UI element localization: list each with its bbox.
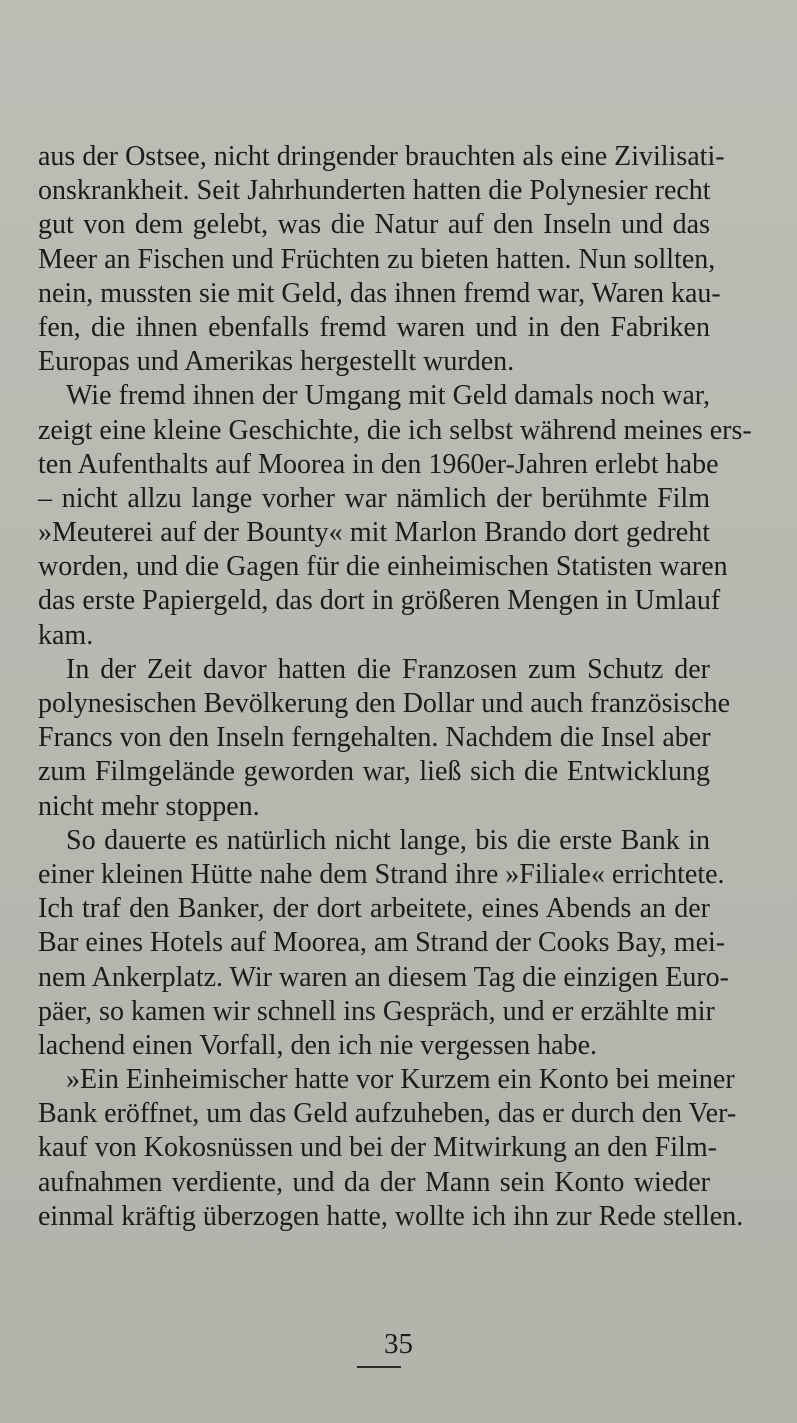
- text-line: »Ein Einheimischer hatte vor Kurzem ein Konto bei meiner: [66, 1064, 735, 1096]
- paragraph: [38, 824, 729, 1063]
- text-line: aufnahmen verdiente, und da der Mann sein Konto wieder: [38, 1166, 710, 1198]
- text-line: einer kleinen Hütte nahe dem Strand ihre »Filiale« errichtete.: [38, 858, 725, 890]
- text-line: Francs von den Inseln ferngehalten. Nachdem die Insel aber: [38, 722, 711, 754]
- paragraph: [38, 653, 731, 824]
- text-line: In der Zeit davor hatten die Franzosen zum Schutz der: [66, 653, 710, 685]
- text-line: gut von dem gelebt, was die Natur auf den Inseln und das: [38, 209, 710, 241]
- text-line: »Meuterei auf der Bounty« mit Marlon Brando dort gedreht: [38, 517, 710, 549]
- text-line: onskrankheit. Seit Jahrhunderten hatten die Polynesier recht: [38, 175, 711, 207]
- text-line: zeigt eine kleine Geschichte, die ich selbst während meines ers-: [38, 414, 752, 446]
- text-line: – nicht allzu lange vorher war nämlich der berühmte Film: [38, 482, 710, 514]
- text-line: kam.: [38, 619, 94, 651]
- text-line: nem Ankerplatz. Wir waren an diesem Tag die einzigen Euro-: [38, 961, 729, 993]
- text-line: polynesischen Bevölkerung den Dollar und auch französische: [38, 688, 731, 719]
- text-line: das erste Papiergeld, das dort in größeren Mengen in Umlauf: [38, 585, 721, 617]
- text-line: Wie fremd ihnen der Umgang mit Geld damals noch war,: [66, 380, 710, 412]
- paragraph: [38, 379, 752, 653]
- text-line: nein, mussten sie mit Geld, das ihnen fremd war, Waren kau-: [38, 277, 721, 309]
- text-line: päer, so kamen wir schnell ins Gespräch, und er erzählte mir: [38, 995, 715, 1027]
- text-line: aus der Ostsee, nicht dringender brauchten als eine Zivilisati-: [38, 141, 725, 172]
- text-line: Ich traf den Banker, der dort arbeitete, eines Abends an der: [38, 893, 710, 925]
- paragraph: [38, 140, 725, 379]
- text-line: So dauerte es natürlich nicht lange, bis die erste Bank in: [66, 824, 710, 856]
- text-line: worden, und die Gagen für die einheimischen Statisten waren: [38, 551, 728, 583]
- text-line: Meer an Fischen und Früchten zu bieten hatten. Nun sollten,: [38, 243, 716, 275]
- page-number-rule: [357, 1366, 401, 1368]
- text-line: Bank eröffnet, um das Geld aufzuheben, das er durch den Ver-: [38, 1098, 737, 1130]
- text-line: Europas und Amerikas hergestellt wurden.: [38, 346, 515, 378]
- text-line: fen, die ihnen ebenfalls fremd waren und in den Fabriken: [38, 311, 710, 343]
- text-line: einmal kräftig überzogen hatte, wollte ich ihn zur Rede stellen.: [38, 1200, 744, 1232]
- paragraph: [38, 1063, 744, 1234]
- text-line: ten Aufenthalts auf Moorea in den 1960er-Jahren erlebt habe: [38, 448, 719, 480]
- page-number: 35: [384, 1328, 413, 1360]
- text-line: Bar eines Hotels auf Moorea, am Strand der Cooks Bay, mei-: [38, 927, 726, 959]
- body-text: [38, 140, 752, 1234]
- text-line: kauf von Kokosnüssen und bei der Mitwirkung an den Film-: [38, 1132, 717, 1164]
- text-line: nicht mehr stoppen.: [38, 790, 260, 822]
- text-line: zum Filmgelände geworden war, ließ sich die Entwicklung: [38, 756, 710, 788]
- text-line: lachend einen Vorfall, den ich nie vergessen habe.: [38, 1029, 598, 1061]
